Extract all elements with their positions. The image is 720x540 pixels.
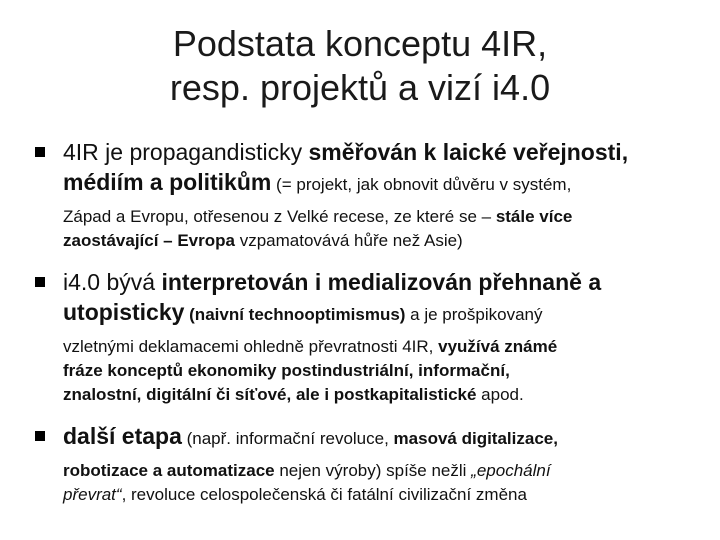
title-line-1: Podstata konceptu 4IR, [172,23,548,64]
bullet-item-4ir [30,137,710,253]
page-title [0,22,720,110]
bullet-line: 4IR je propagandisticky směřován k laické veřejnosti, [63,139,629,165]
bullet-line: převrat“, revoluce celospolečenská či fatální civilizační změna [63,485,527,504]
bullet-line: i4.0 bývá interpretován i medializován přehnaně a [63,269,602,295]
bullet-line: zaostávající – Evropa vzpamatovává hůře než Asie) [63,231,463,250]
title-line-2: resp. projektů a vizí i4.0 [169,67,551,108]
bullet-line: robotizace a automatizace nejen výroby) spíše nežli „epochální [63,461,551,480]
bullet-item-dalsi-etapa [30,421,710,507]
bullet-line: znalostní, digitální či síťové, ale i postkapitalistické apod. [63,385,524,404]
square-bullet-icon [35,431,45,441]
square-bullet-icon [35,277,45,287]
square-bullet-icon [35,147,45,157]
bullet-item-i40 [30,267,710,407]
bullet-line: médiím a politikům (= projekt, jak obnovit důvěru v systém, [63,169,572,195]
bullet-line: fráze konceptů ekonomiky postindustriální, informační, [63,361,510,380]
bullet-list [30,137,710,521]
bullet-line: vzletnými deklamacemi ohledně převratnosti 4IR, využívá známé [63,337,558,356]
bullet-line: Západ a Evropu, otřesenou z Velké recese, ze které se – stále více [63,207,573,226]
bullet-line: utopisticky (naivní technooptimismus) a je prošpikovaný [63,299,543,325]
bullet-line: další etapa (např. informační revoluce, masová digitalizace, [63,423,558,449]
